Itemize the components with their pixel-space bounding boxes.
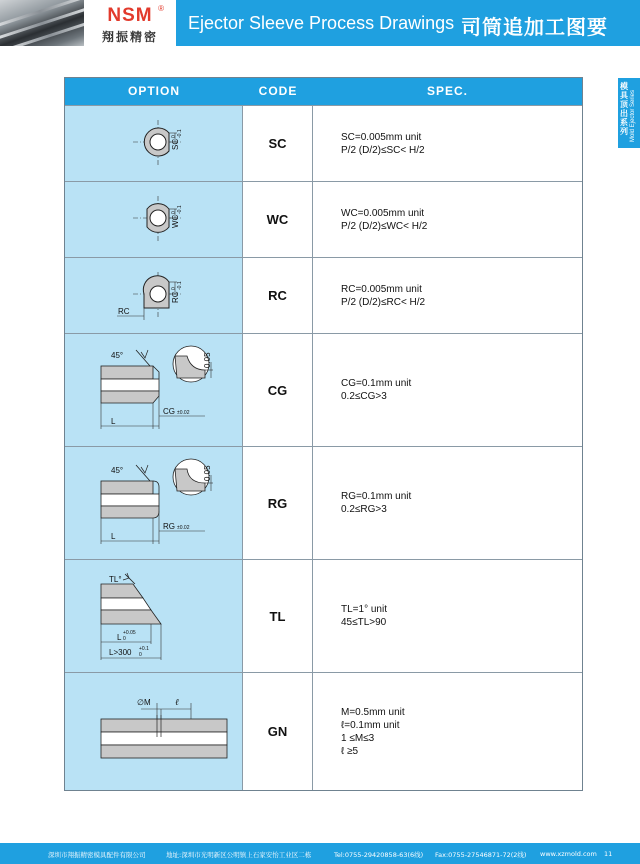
dim-label-rg: RG: [163, 522, 175, 531]
table-row: [65, 559, 582, 672]
brand-name: NSM: [107, 5, 153, 26]
spec-cell: [313, 447, 582, 559]
code-cell: WC: [243, 182, 313, 257]
table-row: [65, 181, 582, 257]
dim-tol-upper: 0: [171, 135, 177, 138]
min-tol-upper: +0.1: [139, 646, 149, 652]
option-drawing-wc: [65, 182, 243, 257]
dim-label-cg: CG: [163, 407, 175, 416]
angle-label: TL°: [109, 575, 122, 584]
option-drawing-gn: [65, 673, 243, 790]
dim-tol: ±0.02: [177, 410, 190, 416]
spec-line: TL=1° unit: [341, 604, 387, 615]
length-label: L: [111, 532, 116, 541]
angle-label: 45°: [111, 466, 124, 475]
brand-logo: [84, 0, 176, 46]
dim-label-rc: RC: [171, 291, 180, 303]
brand-name-cn: 翔振精密: [101, 30, 158, 44]
l-tol-lower: 0: [123, 636, 126, 642]
spec-line: ℓ ≥5: [341, 745, 359, 757]
code-cell: SC: [243, 106, 313, 181]
footer-website[interactable]: www.xzmold.com: [540, 850, 597, 858]
min-length-label: L>300: [109, 648, 132, 657]
section-side-tab: [618, 78, 640, 148]
table-row: [65, 672, 582, 790]
spec-cell: [313, 560, 582, 672]
code-cell: CG: [243, 334, 313, 446]
spec-line: 45≤TL>90: [341, 617, 387, 628]
table-row: [65, 105, 582, 181]
l-label: L: [117, 633, 122, 642]
spec-line: SC=0.005mm unit: [341, 131, 422, 143]
spec-cell: [313, 182, 582, 257]
dim-tol-lower: -0.1: [177, 129, 183, 138]
m-label: ∅M: [137, 698, 151, 707]
footer-page-number: 11: [604, 850, 613, 858]
side-tab-label-en: Mold Ejector Series: [630, 89, 636, 142]
spec-line: 1 ≤M≤3: [341, 732, 375, 744]
spec-line: 0.2≤CG>3: [341, 391, 387, 402]
page-footer: [0, 843, 640, 864]
table-header: [65, 78, 582, 105]
process-options-table: [64, 77, 583, 791]
spec-line: 0.2≤RG>3: [341, 504, 387, 515]
code-cell: RG: [243, 447, 313, 559]
dim-tol-lower: -0.1: [177, 205, 183, 214]
length-label: L: [111, 417, 116, 426]
option-drawing-tl: [65, 560, 243, 672]
footer-company: 深圳市翔振精密模具配件有限公司: [48, 851, 146, 859]
ejector-pins-photo: [0, 0, 84, 46]
table-row: [65, 257, 582, 333]
code-cell: RC: [243, 258, 313, 333]
l-tol-upper: +0.05: [123, 630, 136, 636]
dim-label-sc: SC: [171, 138, 180, 150]
spec-line: CG=0.1mm unit: [341, 378, 412, 389]
spec-line: M=0.5mm unit: [341, 706, 405, 718]
detail-dim-label: 0.05: [203, 352, 212, 368]
footer-fax: Fax:0755-27546871-72(2线): [435, 851, 527, 859]
option-drawing-cg: [65, 334, 243, 446]
detail-dim-label: 0.05: [203, 465, 212, 481]
page-title: Ejector Sleeve Process Drawings: [188, 13, 455, 33]
angle-label: 45°: [111, 351, 124, 360]
spec-line: RG=0.1mm unit: [341, 491, 412, 502]
table-row: [65, 333, 582, 446]
option-drawing-sc: [65, 106, 243, 181]
corner-label-rc: RC: [118, 307, 130, 316]
page-title-cn: 司筒追加工图要: [461, 15, 608, 39]
dim-tol-lower: -0.1: [177, 281, 183, 290]
header-spec: SPEC.: [426, 84, 468, 98]
header-option: OPTION: [127, 84, 180, 98]
dim-tol-upper: 0: [171, 287, 177, 290]
dim-tol-upper: 0: [171, 211, 177, 214]
spec-line: P/2 (D/2)≤RC< H/2: [341, 296, 426, 308]
dim-label-wc: WC: [171, 214, 180, 228]
min-tol-lower: 0: [139, 652, 142, 658]
spec-line: RC=0.005mm unit: [341, 283, 422, 295]
page-header: [0, 0, 640, 46]
table-row: [65, 446, 582, 559]
spec-line: P/2 (D/2)≤WC< H/2: [341, 220, 428, 232]
option-drawing-rc: [65, 258, 243, 333]
header-code: CODE: [258, 84, 298, 98]
dim-tol: ±0.02: [177, 525, 190, 531]
code-cell: GN: [243, 673, 313, 790]
spec-cell: [313, 258, 582, 333]
spec-line: P/2 (D/2)≤SC< H/2: [341, 144, 425, 156]
side-tab-label-cn: 模具顶出系列: [620, 82, 628, 136]
option-drawing-rg: [65, 447, 243, 559]
footer-tel: Tel:0755-29420858-63(6线): [334, 851, 424, 859]
spec-cell: [313, 673, 582, 790]
spec-line: WC=0.005mm unit: [341, 207, 425, 219]
code-cell: TL: [243, 560, 313, 672]
registered-mark: ®: [158, 4, 164, 13]
l-label: ℓ: [175, 697, 179, 707]
spec-line: ℓ=0.1mm unit: [341, 719, 400, 731]
footer-address: 地址:深圳市光明新区公明镇上石家安怡工业区二栋: [166, 851, 312, 859]
spec-cell: [313, 334, 582, 446]
spec-cell: [313, 106, 582, 181]
